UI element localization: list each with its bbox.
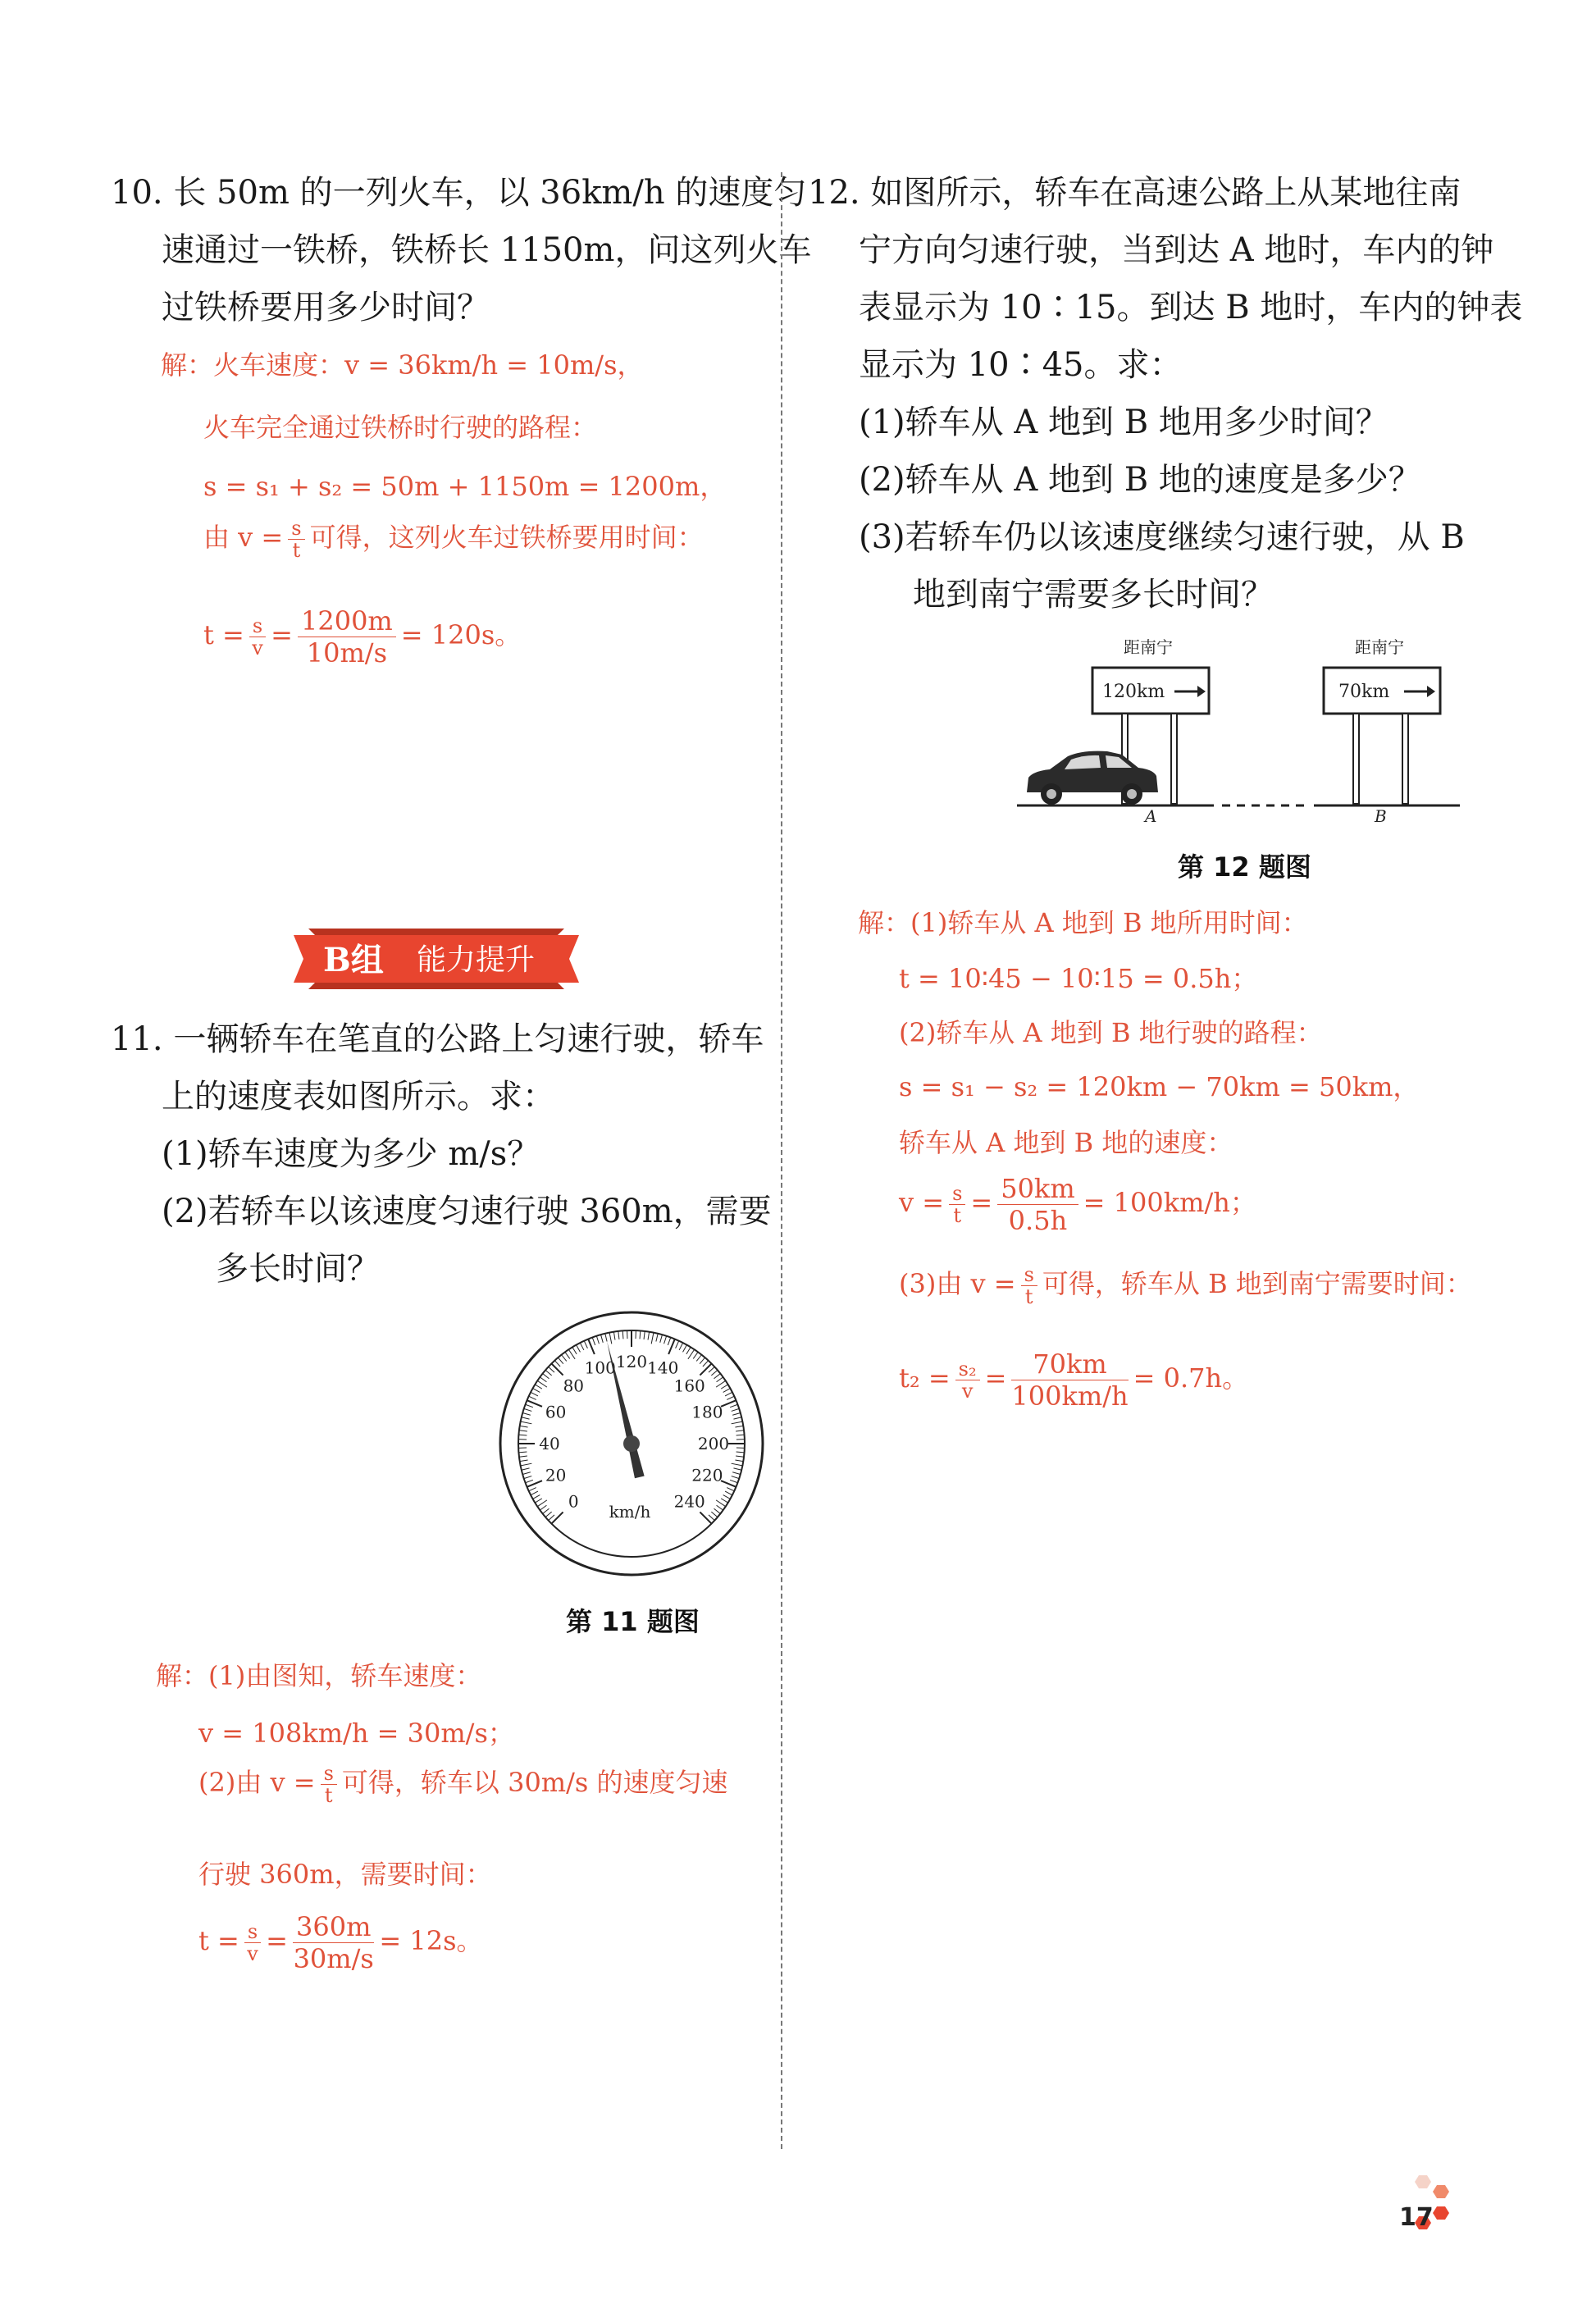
a10-line-5: t = $\frac{s}{v}$ = $\frac{1200m}{10m/s}$ = 120s。 bbox=[203, 605, 522, 668]
speedometer-tick-label: 180 bbox=[691, 1402, 723, 1422]
q11-line-4: (2)若轿车以该速度匀速行驶 360m，需要 bbox=[162, 1193, 772, 1230]
q10-line-2: 速通过一铁桥，铁桥长 1150m，问这列火车 bbox=[162, 231, 812, 269]
banner-title: 能力提升 bbox=[417, 943, 536, 977]
car-icon bbox=[1027, 751, 1158, 805]
q11-line-1: 11. 一辆轿车在笔直的公路上匀速行驶，轿车 bbox=[111, 1020, 764, 1058]
speedometer-figure bbox=[492, 1304, 771, 1583]
a10-line-2: 火车完全通过铁桥时行驶的路程： bbox=[203, 412, 598, 443]
speedometer-tick-label: 220 bbox=[691, 1465, 723, 1485]
a10-line-1: 解：火车速度：v = 36km/h = 10m/s， bbox=[161, 349, 644, 381]
fig11-caption: 第 11 题图 bbox=[566, 1606, 700, 1637]
sign-b-title: 距南宁 bbox=[1355, 637, 1404, 657]
q12-line-6: (2)轿车从 A 地到 B 地的速度是多少？ bbox=[859, 461, 1421, 499]
a12-line-6: v = $\frac{s}{t}$ = $\frac{50km}{0.5h}$ = 100km/h； bbox=[899, 1173, 1256, 1236]
speedometer-tick-label: 80 bbox=[563, 1376, 585, 1396]
speedometer-tick-label: 200 bbox=[697, 1434, 730, 1453]
speedometer-unit: km/h bbox=[609, 1502, 651, 1522]
q11-line-2: 上的速度表如图所示。求： bbox=[162, 1078, 555, 1116]
speedometer-tick-label: 100 bbox=[584, 1357, 616, 1378]
a11-line-4: 行驶 360m，需要时间： bbox=[198, 1859, 492, 1890]
a12-line-7: (3)由 v = $\frac{s}{t}$ 可得，轿车从 B 地到南宁需要时间： bbox=[899, 1263, 1472, 1308]
speedometer-tick-label: 160 bbox=[673, 1376, 705, 1396]
a10-line-3: s = s₁ + s₂ = 50m + 1150m = 1200m， bbox=[203, 471, 727, 502]
q11-line-3: (1)轿车速度为多少 m/s？ bbox=[162, 1135, 540, 1173]
speedometer-tick-label: 20 bbox=[545, 1465, 567, 1485]
a12-line-8: t₂ = $\frac{\text{s₂}}{v}$ = $\frac{70km}{100km/h}$ = 0.7h。 bbox=[899, 1348, 1249, 1412]
sign-a-title: 距南宁 bbox=[1124, 637, 1173, 657]
q12-line-8: 地到南宁需要多长时间？ bbox=[913, 576, 1274, 614]
point-b-label: B bbox=[1375, 806, 1387, 826]
a12-line-4: s = s₁ − s₂ = 120km − 70km = 50km， bbox=[899, 1071, 1420, 1102]
q12-line-1: 12. 如图所示，轿车在高速公路上从某地往南 bbox=[808, 174, 1461, 212]
q12-line-7: (3)若轿车仍以该速度继续匀速行驶，从 B bbox=[859, 518, 1465, 556]
speedometer-tick-label: 120 bbox=[615, 1352, 648, 1371]
speedometer-tick-label: 240 bbox=[673, 1491, 705, 1512]
q12-line-3: 表显示为 10∶15。到达 B 地时，车内的钟表 bbox=[859, 289, 1523, 326]
point-a-label: A bbox=[1145, 806, 1157, 826]
speedometer-tick-label: 140 bbox=[647, 1357, 679, 1378]
question-12 bbox=[808, 164, 1522, 623]
speedometer-tick-label: 40 bbox=[539, 1434, 560, 1453]
page-number: 17 bbox=[1399, 2203, 1434, 2232]
fig12-caption: 第 12 题图 bbox=[1178, 851, 1311, 883]
a11-line-5: t = $\frac{s}{v}$ = $\frac{360m}{30m/s}$ = 12s。 bbox=[198, 1911, 483, 1974]
a10-line-4: 由 v = $\frac{s}{t}$ 可得，这列火车过铁桥要用时间： bbox=[203, 517, 704, 562]
a11-line-3: (2)由 v = $\frac{s}{t}$ 可得，轿车以 30m/s 的速度匀速 bbox=[198, 1762, 728, 1807]
a12-line-5: 轿车从 A 地到 B 地的速度： bbox=[899, 1127, 1233, 1158]
a12-line-3: (2)轿车从 A 地到 B 地行驶的路程： bbox=[899, 1017, 1323, 1048]
banner-group: B组 bbox=[323, 941, 384, 979]
q12-line-4: 显示为 10∶45。求： bbox=[859, 346, 1183, 384]
q12-line-2: 宁方向匀速行驶，当到达 A 地时，车内的钟 bbox=[859, 231, 1494, 269]
section-banner bbox=[294, 925, 579, 992]
column-divider bbox=[781, 172, 782, 2149]
speedometer-tick-label: 0 bbox=[568, 1491, 579, 1512]
question-11 bbox=[111, 1011, 772, 1298]
q10-line-1: 10. 长 50m 的一列火车，以 36km/h 的速度匀 bbox=[111, 174, 807, 212]
q10-line-3: 过铁桥要用多少时间？ bbox=[162, 289, 490, 326]
question-10 bbox=[111, 164, 811, 336]
q11-line-5: 多长时间？ bbox=[216, 1250, 380, 1288]
speedometer-tick-label: 60 bbox=[545, 1402, 567, 1422]
a11-line-1: 解：(1)由图知，轿车速度： bbox=[156, 1660, 482, 1691]
a12-line-2: t = 10∶45 − 10∶15 = 0.5h； bbox=[899, 963, 1258, 994]
road-sign-figure bbox=[1017, 632, 1460, 828]
a12-line-1: 解：(1)轿车从 A 地到 B 地所用时间： bbox=[858, 907, 1308, 938]
sign-a-distance: 120km bbox=[1102, 682, 1165, 702]
q12-line-5: (1)轿车从 A 地到 B 地用多少时间？ bbox=[859, 404, 1389, 441]
sign-b-distance: 70km bbox=[1338, 682, 1390, 702]
a11-line-2: v = 108km/h = 30m/s； bbox=[198, 1718, 514, 1749]
